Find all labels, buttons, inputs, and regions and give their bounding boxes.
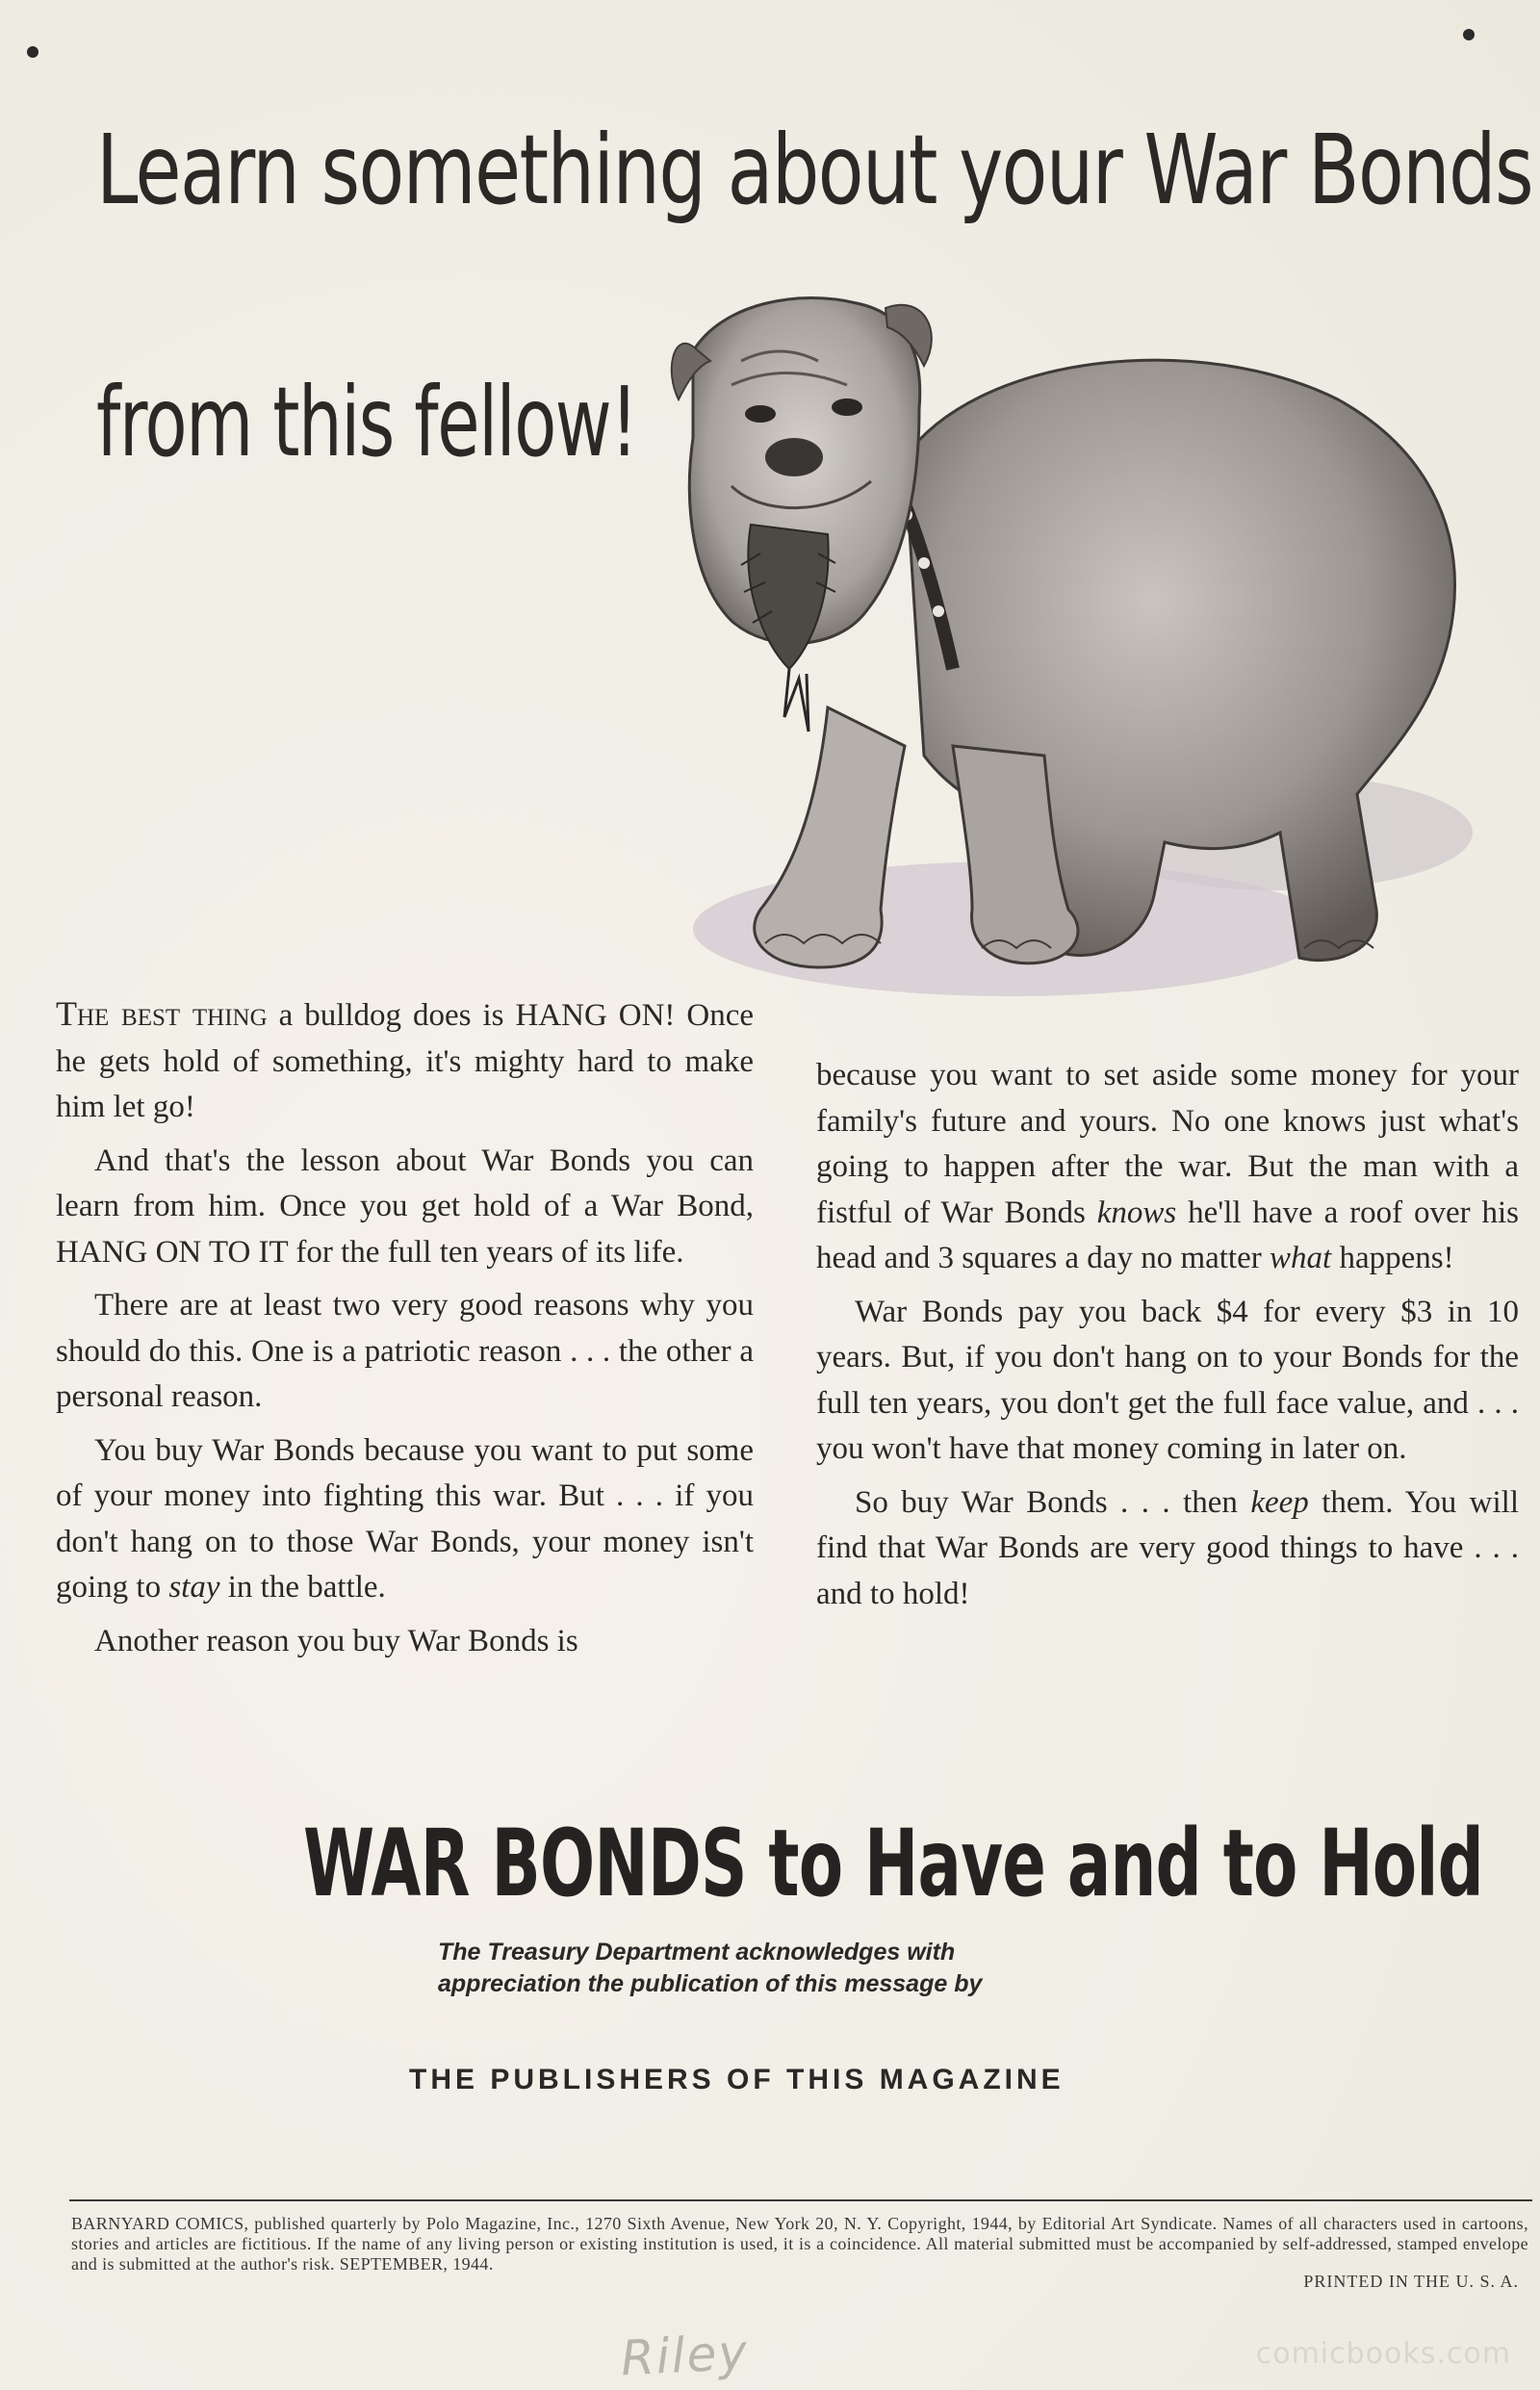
what-emphasis: what [1270, 1241, 1332, 1275]
paragraph-lesson [56, 1139, 754, 1276]
handwritten-signature: Riley [619, 2324, 751, 2387]
paragraph-intro [56, 991, 754, 1131]
body-column-left [56, 991, 754, 1672]
paragraph-closing-text-a: So buy War Bonds . . . then [855, 1484, 1251, 1520]
publication-indicia: BARNYARD COMICS, published quarterly by Polo Magazine, Inc., 1270 Sixth Avenue, New York 20, N. Y. Copyright, 1944, by Editorial Art Syndicate. Names of all characters used in cartoons, stories and articles are fictitious. If the name of any living person or existing institution is used, it is a coincidence. All material submitted must be accompanied by self-addressed, stamped envelope and is submitted at the author's risk. SEPTEMBER, 1944. [71, 2214, 1528, 2274]
watermark: comicbooks.com [1255, 2337, 1511, 2371]
paragraph-closing-text-c: them. You will find that War Bonds are very good things to have . . . and to hold! [816, 1484, 1519, 1611]
hang-on-emphasis: HANG ON TO IT [56, 1234, 289, 1270]
keep-emphasis: keep [1250, 1484, 1309, 1520]
paragraph-patriotic-text-a: You buy War Bonds because you want to put some of your money into fighting this war. But . . . if you don't hang on to those War Bonds, your money isn't going to [56, 1432, 754, 1605]
paragraph-intro-text: a bulldog does is HANG ON! Once he gets hold of something, it's mighty hard to make him let go! [56, 998, 754, 1124]
stay-emphasis: stay [168, 1570, 220, 1605]
paragraph-patriotic [56, 1428, 754, 1611]
lead-in-text: The best thing [56, 994, 268, 1033]
divider [69, 2199, 1532, 2201]
paragraph-lesson-text-c: for the full ten years of its life. [288, 1234, 684, 1270]
pin-hole-left [27, 46, 38, 58]
paragraph-personal-text-c: he'll have a roof over his head and 3 squares a day no matter [816, 1195, 1519, 1275]
body-column-right [816, 1053, 1519, 1625]
slogan: WAR BONDS to Have and to Hold [303, 1810, 1484, 1917]
headline-line-1: Learn something about your War Bonds [96, 114, 1533, 226]
acknowledgement-line-1: The Treasury Department acknowledges with [438, 1939, 956, 1966]
pin-hole-right [1463, 29, 1475, 40]
paragraph-another-reason: Another reason you buy War Bonds is [94, 1623, 578, 1658]
paragraph-reasons: There are at least two very good reasons why you should do this. One is a patriotic reason . . . the other a personal reason. [56, 1288, 754, 1414]
knows-emphasis: knows [1096, 1195, 1177, 1230]
headline-line-2: from this fellow! [96, 366, 637, 478]
printed-in: PRINTED IN THE U. S. A. [1303, 2272, 1519, 2291]
paragraph-personal-text-a: because you want to set aside some money for your family's future and yours. No one knows just what's going to happen after the war. But the man with a fistful of War Bonds [816, 1058, 1519, 1230]
bulldog-icon [664, 294, 1482, 1025]
acknowledgement-line-2: appreciation the publication of this message by [438, 1970, 983, 1997]
paragraph-personal-text-e: happens! [1331, 1241, 1454, 1275]
publishers-credit: THE PUBLISHERS OF THIS MAGAZINE [409, 2064, 1065, 2095]
acknowledgement [438, 1937, 1169, 2000]
paragraph-payback: War Bonds pay you back $4 for every $3 in 10 years. But, if you don't hang on to your Bonds for the full ten years, you don't get the full face value, and . . . you won't have that money coming in later on. [816, 1294, 1519, 1466]
paragraph-personal [816, 1053, 1519, 1282]
paragraph-patriotic-text-c: in the battle. [219, 1570, 386, 1605]
paragraph-lesson-text-a: And that's the lesson about War Bonds you can learn from him. Once you get hold of a War Bond, [56, 1143, 754, 1223]
paragraph-closing [816, 1480, 1519, 1618]
